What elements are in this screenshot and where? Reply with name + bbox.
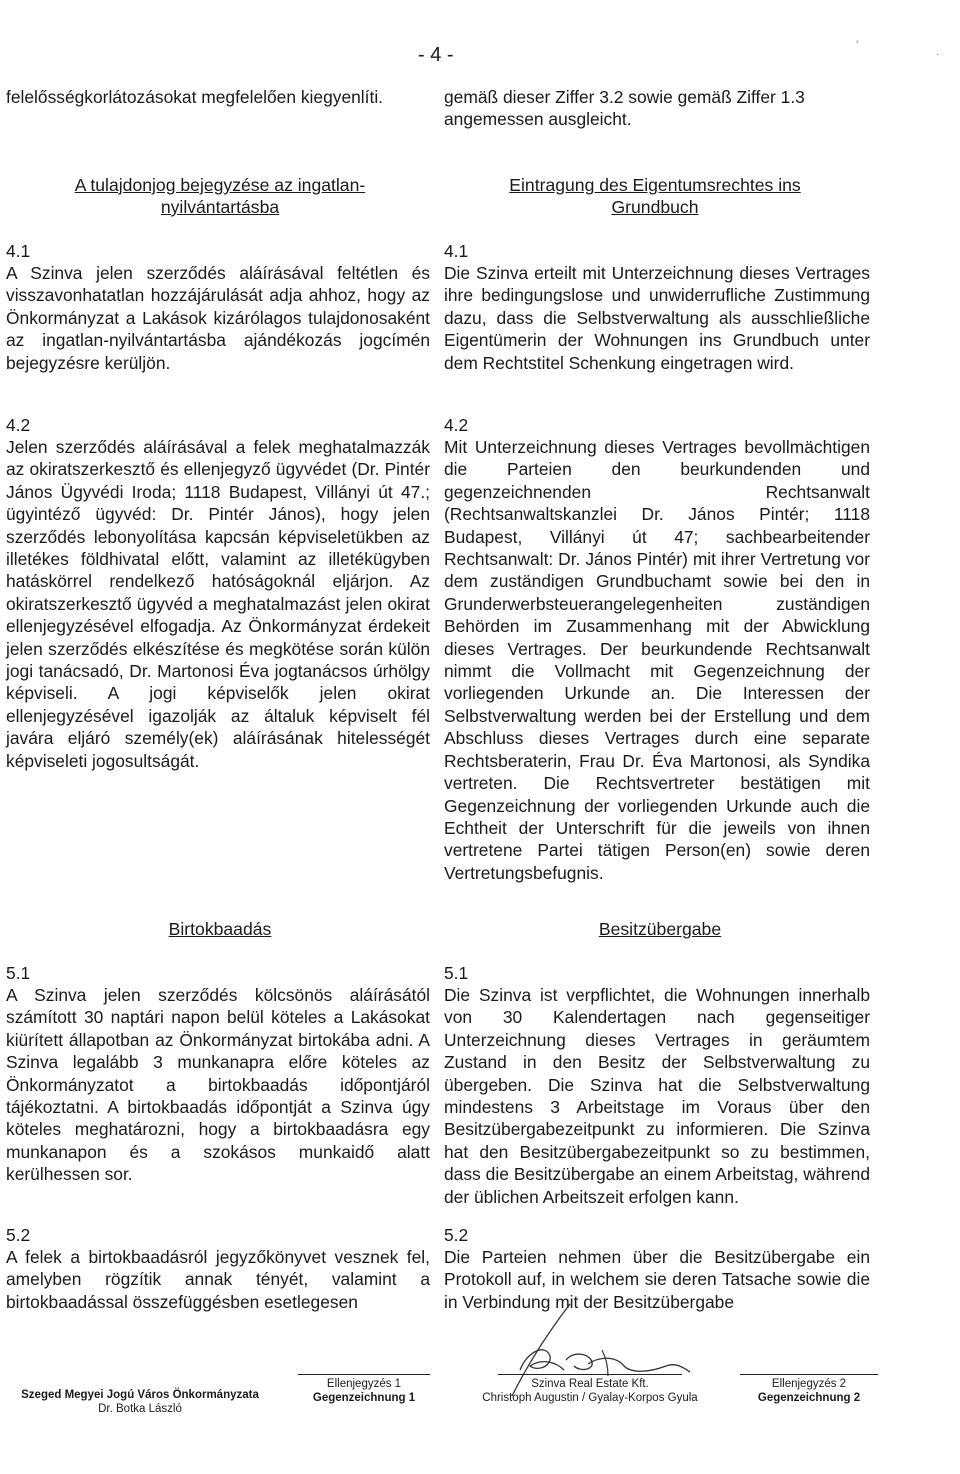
signature-block-countersign-1 bbox=[298, 1374, 430, 1405]
clause-5-2-german: Die Parteien nehmen über die Besitzübergabe ein Protokoll auf, in welchem sie deren Tatsache sowie die in Verbindung mit der Besitzübergabe bbox=[444, 1247, 870, 1312]
countersign-2-hungarian: Ellenjegyzés 2 bbox=[771, 1378, 847, 1390]
clause-4-2-number-left: 4.2 bbox=[6, 415, 31, 435]
continuation-text-left: felelősségkorlátozásokat megfelelően kiegyenlíti. bbox=[6, 87, 384, 107]
page-number: - 4 - bbox=[418, 44, 454, 66]
signature-block-countersign-2 bbox=[740, 1374, 878, 1405]
signature-line bbox=[740, 1374, 878, 1375]
countersign-1-german: Gegenzeichnung 1 bbox=[312, 1392, 416, 1404]
clause-4-2-german: Mit Unterzeichnung dieses Vertrages bevollmächtigen die Parteien den beurkundenden und gegenzeichnenden Rechtsanwalt (Rechtsanwaltskanzlei Dr. János Pintér; 1118 Budapest, Villányi út 47; sachbearbeitender Rechtsanwalt: Dr. János Pintér) mit ihrer Vertretung vor dem zuständigen Grundbuchamt sowie bei den in Grunderwerbsteuerangelegenheiten zuständigen Behörden im Zusammenhang mit der Abwicklung dieses Vertrages. Der beurkundende Rechtsanwalt nimmt die Vollmacht mit Gegenzeichnung der vorliegenden Urkunde an. Die Interessen der Selbstverwaltung werden bei der Erstellung und dem Abschluss dieses Vertrages durch eine separate Rechtsberaterin, Frau Dr. Éva Martonosi, als Syndika vertreten. Die Rechtsvertreter bestätigen mit Gegenzeichnung der vorliegenden Urkunde auch die Echtheit der Unterschrift für die jeweils von ihnen vertretene Partei tätigen Person(en) sowie deren Vertretungsbefugnis. bbox=[444, 437, 870, 883]
signature-line bbox=[498, 1374, 682, 1375]
clause-4-1-number-right: 4.1 bbox=[444, 241, 469, 261]
clause-5-1-german: Die Szinva ist verpflichtet, die Wohnungen innerhalb von 30 Kalendertagen nach gegenseitiger Unterzeichnung dieses Vertrages in geräumtem Zustand in den Besitz der Selbstverwaltung zu übergeben. Die Szinva hat die Selbstverwaltung mindestens 3 Arbeitstage im Voraus über den Besitzübergabezeitpunkt zu informieren. Die Szinva hat den Besitzübergabezeitpunkt so zu bestimmen, dass die Besitzübergabe an einem Arbeitstag, während der üblichen Arbeitszeit erfolgen kann. bbox=[444, 985, 870, 1207]
continuation-text-right: gemäß dieser Ziffer 3.2 sowie gemäß Ziffer 1.3 angemessen ausgleicht. bbox=[444, 87, 805, 130]
szinva-company: Szinva Real Estate Kft. bbox=[531, 1378, 649, 1390]
clause-4-2-hungarian: Jelen szerződés aláírásával a felek meghatalmazzák az okiratszerkesztő és ellenjegyző ügyvédet (Dr. Pintér János Ügyvédi Iroda; 1118 Budapest, Villányi út 47.; ügyintéző ügyvéd: Dr. Pintér János), hogy jelen szerződés lebonyolítása kapcsán képviseletükben az illetékes földhivatal előtt, valamint az illetékügyben hatáskörrel rendelkező hatóságoknál eljárjon. Az okiratszerkesztő ügyvéd a meghatalmazást jelen okirat ellenjegyzésével elfogadja. Az Önkormányzat érdekeit jelen szerződés elkészítése és megkötése során külön jogi tanácsadó, Dr. Martonosi Éva jogtanácsos úrhölgy képviseli. A jogi képviselők jelen okirat ellenjegyzésével igazolják az általuk képviselt fél javára eljáró személy(ek) aláírásának hitelességét képviseleti jogosultságát. bbox=[6, 437, 430, 771]
signature-line bbox=[298, 1374, 430, 1375]
clause-5-2-hungarian: A felek a birtokbaadásról jegyzőkönyvet vesznek fel, amelyben rögzítik annak tényét, valamint a birtokbaadással összefüggésben esetlegesen bbox=[6, 1247, 430, 1312]
scan-speck: . bbox=[936, 44, 940, 58]
signature-block-szinva bbox=[452, 1374, 728, 1405]
countersign-1-hungarian: Ellenjegyzés 1 bbox=[326, 1378, 402, 1390]
municipality-name: Szeged Megyei Jogú Város Önkormányzata bbox=[21, 1389, 259, 1401]
clause-5-1-number-right: 5.1 bbox=[444, 963, 469, 983]
section-4-heading-german: Eintragung des Eigentumsrechtes ins Grundbuch bbox=[509, 175, 801, 217]
municipality-signatory: Dr. Botka László bbox=[98, 1403, 182, 1415]
signature-block-municipality bbox=[6, 1388, 274, 1416]
clause-5-2-number-right: 5.2 bbox=[444, 1225, 469, 1245]
clause-4-1-number-left: 4.1 bbox=[6, 241, 31, 261]
section-5-heading-hungarian: Birtokbaadás bbox=[168, 919, 272, 939]
clause-5-2-number-left: 5.2 bbox=[6, 1225, 31, 1245]
szinva-signatories: Christoph Augustin / Gyalay-Korpos Gyula bbox=[482, 1392, 698, 1404]
clause-5-1-number-left: 5.1 bbox=[6, 963, 31, 983]
section-4-heading-hungarian: A tulajdonjog bejegyzése az ingatlan-nyilvántartásba bbox=[74, 175, 366, 217]
countersign-2-german: Gegenzeichnung 2 bbox=[757, 1392, 861, 1404]
clause-4-2-number-right: 4.2 bbox=[444, 415, 469, 435]
section-5-heading-german: Besitzübergabe bbox=[598, 919, 722, 939]
clause-4-1-german: Die Szinva erteilt mit Unterzeichnung dieses Vertrages ihre bedingungslose und unwiderrufliche Zustimmung dazu, dass die Selbstverwaltung als ausschließliche Eigentümerin der Wohnungen ins Grundbuch unter dem Rechtstitel Schenkung eingetragen wird. bbox=[444, 263, 870, 373]
clause-4-1-hungarian: A Szinva jelen szerződés aláírásával feltétlen és visszavonhatatlan hozzájárulását adja ahhoz, hogy az Önkormányzat a Lakások kizárólagos tulajdonosaként az ingatlan-nyilvántartásba ajándékozás jogcímén bejegyzésre kerüljön. bbox=[6, 263, 430, 373]
scan-speck: ' bbox=[856, 38, 859, 52]
clause-5-1-hungarian: A Szinva jelen szerződés kölcsönös aláírásától számított 30 naptári napon belül köteles a Lakásokat kiürített állapotban az Önkormányzat birtokába adni. A Szinva legalább 3 munkanapra előre köteles az Önkormányzatot a birtokbaadás időpontjáról tájékoztatni. A birtokbaadás időpontját a Szinva úgy köteles meghatározni, hogy a birtokbaadásra egy munkanapon és a szokásos munkaidő alatt kerülhessen sor. bbox=[6, 985, 430, 1185]
